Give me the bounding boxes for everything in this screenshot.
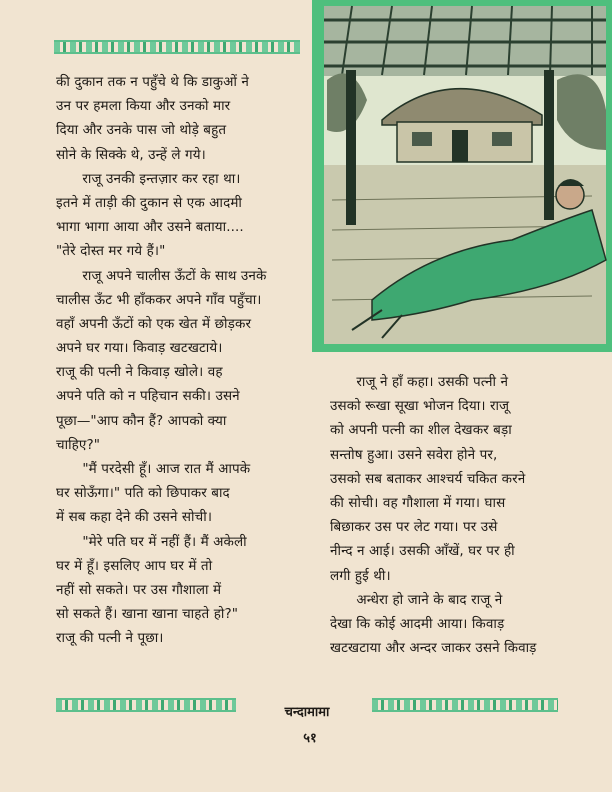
text-line: उसको रूखा सूखा भोजन दिया। राजू [330, 398, 510, 415]
bottom-left-decorative-border [56, 698, 236, 712]
text-line: उसको सब बताकर आश्चर्य चकित करने [330, 470, 526, 487]
text-line: भागा भागा आया और उसने बताया.... [56, 219, 244, 236]
text-line: खटखटाया और अन्दर जाकर उसने किवाड़ [330, 640, 537, 657]
text-line: राजू उनकी इन्तज़ार कर रहा था। [56, 170, 241, 187]
text-line: राजू अपने चालीस ऊँटों के साथ उनके [56, 267, 267, 284]
magazine-title: चन्दामामा [284, 705, 330, 720]
illustration-svg [312, 0, 612, 352]
text-line: अन्धेरा हो जाने के बाद राजू ने [330, 591, 503, 608]
text-line: उन पर हमला किया और उनको मार [56, 98, 231, 115]
bottom-right-decorative-border [372, 698, 558, 712]
text-line: राजू की पत्नी ने किवाड़ खोले। वह [56, 364, 223, 381]
text-line: अपने घर गया। किवाड़ खटखटाये। [56, 340, 223, 357]
text-line: नीन्द न आई। उसकी आँखें, घर पर ही [330, 543, 515, 560]
text-line: सन्तोष हुआ। उसने सवेरा होने पर, [330, 446, 498, 463]
text-line: राजू की पत्नी ने पूछा। [56, 630, 164, 647]
text-line: घर में हूँ। इसलिए आप घर में तो [56, 557, 213, 574]
text-line: "मेरे पति घर में नहीं हैं। मैं अकेली [56, 533, 247, 550]
text-line: चाहिए?" [56, 436, 101, 453]
text-line: राजू ने हाँ कहा। उसकी पत्नी ने [330, 374, 509, 390]
text-line: बिछाकर उस पर लेट गया। पर उसे [330, 519, 498, 536]
text-line: नहीं सो सकते। पर उस गौशाला में [56, 581, 222, 598]
text-line: लगी हुई थी। [330, 567, 391, 584]
text-line: की दुकान तक न पहुँचे थे कि डाकुओं ने [56, 74, 249, 90]
text-line: चालीस ऊँट भी हाँककर अपने गाँव पहुँचा। [56, 291, 262, 308]
page-number: ५१ [303, 731, 317, 746]
right-text-column [330, 370, 570, 660]
text-line: घर सोऊँगा।" पति को छिपाकर बाद [56, 485, 230, 502]
text-line: इतने में ताड़ी की दुकान से एक आदमी [56, 194, 243, 211]
text-line: "मैं परदेसी हूँ। आज रात मैं आपके [56, 461, 251, 477]
text-line: की सोची। वह गौशाला में गया। घास [330, 494, 506, 511]
text-line: पूछा—"आप कौन हैं? आपको क्या [56, 412, 227, 429]
text-line: अपने पति को न पहिचान सकी। उसने [56, 388, 240, 405]
text-line: वहाँ अपनी ऊँटों को एक खेत में छोड़कर [56, 315, 252, 332]
text-line: सो सकते हैं। खाना खाना चाहते हो?" [56, 606, 239, 623]
text-line: को अपनी पत्नी का शील देखकर बड़ा [330, 422, 512, 439]
left-text-column [56, 70, 306, 651]
text-line: "तेरे दोस्त मर गये हैं।" [56, 243, 166, 260]
text-line: देखा कि कोई आदमी आया। किवाड़ [330, 615, 505, 632]
top-decorative-border [54, 40, 300, 54]
text-line: में सब कहा देने की उसने सोची। [56, 509, 213, 526]
text-line: सोने के सिक्के थे, उन्हें ले गये। [56, 146, 206, 163]
text-line: दिया और उनके पास जो थोड़े बहुत [56, 122, 227, 139]
village-hut-man-lying-illustration [312, 0, 612, 352]
